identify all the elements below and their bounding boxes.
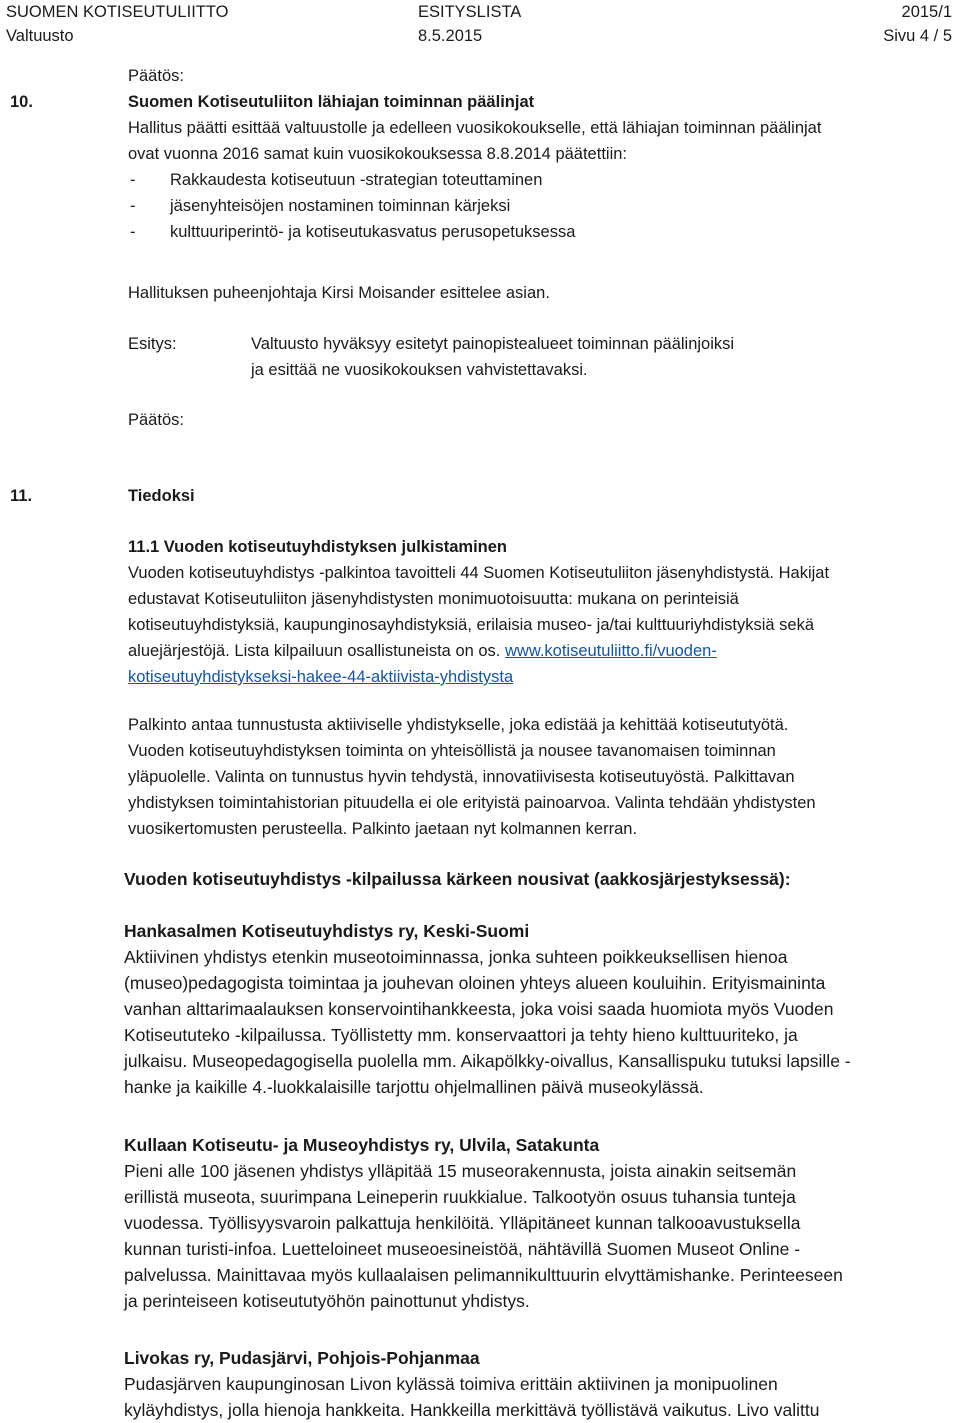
finalists-heading: Vuoden kotiseutuyhdistys -kilpailussa kärkeen nousivat (aakkosjärjestyksessä):: [124, 869, 791, 889]
header-doc-number: 2015/1: [901, 3, 952, 21]
item10-title: Suomen Kotiseutuliiton lähiajan toiminnan päälinjat: [128, 93, 535, 111]
header-date: 8.5.2015: [418, 27, 483, 45]
proposal-label: Esitys:: [128, 335, 177, 353]
bullet-item: - jäsenyhteisöjen nostaminen toiminnan kärjeksi: [130, 197, 511, 215]
finalist-name: Kullaan Kotiseutu- ja Museoyhdistys ry, Ulvila, Satakunta: [124, 1135, 600, 1155]
decision-label-item10: Päätös:: [128, 411, 184, 429]
item10-intro: Hallitus päätti esittää valtuustolle ja edelleen vuosikokoukselle, että lähiajan toiminnan päälinjat ovat vuonna 2016 samat kuin vuosikokouksessa 8.8.2014 päätettiin:: [128, 119, 822, 163]
header-body: Valtuusto: [6, 27, 74, 45]
header-org: SUOMEN KOTISEUTULIITTO: [6, 3, 229, 21]
kotiseutuliitto-link-cont[interactable]: kotiseutuyhdistykseksi-hakee-44-aktiivista-yhdistysta: [128, 668, 514, 686]
header-page: Sivu 4 / 5: [883, 27, 952, 45]
finalist-name: Hankasalmen Kotiseutuyhdistys ry, Keski-Suomi: [124, 921, 530, 941]
header-row-1: [6, 0, 952, 24]
item11-title: Tiedoksi: [128, 487, 195, 505]
bullet-item: - kulttuuriperintö- ja kotiseutukasvatus perusopetuksessa: [130, 223, 576, 241]
finalist-kullaa: Kullaan Kotiseutu- ja Museoyhdistys ry, Ulvila, Satakunta Pieni alle 100 jäsenen yhdistys ylläpitää 15 museorakennusta, joista ainakin seitsemän erillistä museota, suurimpana Leineperin ruukkialue. Talkootyön osuus tuhansia tunteja vuodessa. Työllisyysvaroin palkattuja henkilöitä. Ylläpitäneet kunnan talkooavustuksella kunnan turisti-infoa. Luetteloineet museoesineistöä, nähtävillä Suomen Museot Online - palvelussa. Mainittavaa myös kullaalaisen pelimannikulttuurin elvyttämishanke. Perinteeseen ja perinteiseen kotiseututyöhön painottunut yhdistys.: [124, 1132, 843, 1314]
item10-bullet-list: [128, 167, 828, 245]
item10-number: 10.: [10, 93, 33, 111]
item10-presenter: Hallituksen puheenjohtaja Kirsi Moisander esittelee asian.: [128, 284, 550, 302]
item11-paragraph-2: Palkinto antaa tunnustusta aktiiviselle yhdistykselle, joka edistää ja kehittää kotiseututyötä. Vuoden kotiseutuyhdistyksen toiminta on yhteisöllistä ja nousee tavanomaisen toiminnan yläpuolelle. Valinta on tunnustus hyvin tehdystä, innovatiivisesta kotiseutuyöstä. Palkittavan yhdistyksen toimintahistorian pituudella ei ole erityistä painoarvoa. Valinta tehdään yhdistysten vuosikertomusten perusteella. Palkinto jaetaan nyt kolmannen kerran.: [128, 716, 816, 838]
item11-subtitle: 11.1 Vuoden kotiseutuyhdistyksen julkistaminen: [128, 538, 508, 556]
para1-last-text: aluejärjestöjä. Lista kilpailuun osallistuneista on os.: [128, 642, 505, 660]
header-doc-type: ESITYSLISTA: [418, 3, 522, 21]
decision-label-prev: Päätös:: [128, 67, 184, 85]
item11-number: 11.: [10, 487, 33, 505]
item10-proposal: Valtuusto hyväksyy esitetyt painopistealueet toiminnan päälinjoiksi ja esittää ne vuosikokouksen vahvistettavaksi.: [251, 335, 735, 379]
kotiseutuliitto-link[interactable]: www.kotiseutuliitto.fi/vuoden-: [504, 642, 717, 660]
item11-paragraph-1: Vuoden kotiseutuyhdistys -palkintoa tavoitteli 44 Suomen Kotiseutuliiton jäsenyhdistystä. Hakijat edustavat Kotiseutuliiton jäsenyhdistysten monimuotoisuutta: mukana on perinteisiä kotiseutuyhdistyksiä, kaupunginosayhdistyksiä, erilaisia museo- ja/tai kulttuuriyhdistyksiä sekä aluejärjestöjä. Lista kilpailuun osallistuneista on os. www.kotiseutuliitto.fi/vuoden- kotiseutuyhdistykseksi-hakee-44-aktiivista-yhdistysta: [128, 564, 830, 686]
bullet-item: - Rakkaudesta kotiseutuun -strategian toteuttaminen: [130, 171, 543, 189]
finalist-name: Livokas ry, Pudasjärvi, Pohjois-Pohjanmaa: [124, 1348, 480, 1368]
header-row-2: [6, 24, 952, 48]
finalist-hankasalmi: Hankasalmen Kotiseutuyhdistys ry, Keski-Suomi Aktiivinen yhdistys etenkin museotoiminnassa, jonka suhteen poikkeuksellisen hienoa (museo)pedagogista toimintaa ja jouhevan oloinen yhteys alueen kouluihin. Erityismaininta vanhan alttarimaalauksen konservointihankkeesta, joka voisi saada huomiota myös Vuoden Kotiseututeko -kilpailussa. Työllistetty mm. konservaattori ja tehty hieno kulttuuriteko, ja julkaisu. Museopedagogisella puolella mm. Aikapölkky-oivallus, Kansallispuku tutuksi lapsille - hanke ja kaikille 4.-luokkalaisille tarjottu ohjelmallinen päivä museokylässä.: [124, 918, 851, 1100]
finalist-livokas: Livokas ry, Pudasjärvi, Pohjois-Pohjanmaa Pudasjärven kaupunginosan Livon kylässä toimiva erittäin aktiivinen ja monipuolinen kyläyhdistys, jolla hienoja hankkeita. Hankkeilla merkittävä työllistävä vaikutus. Livo valittu: [124, 1345, 819, 1423]
